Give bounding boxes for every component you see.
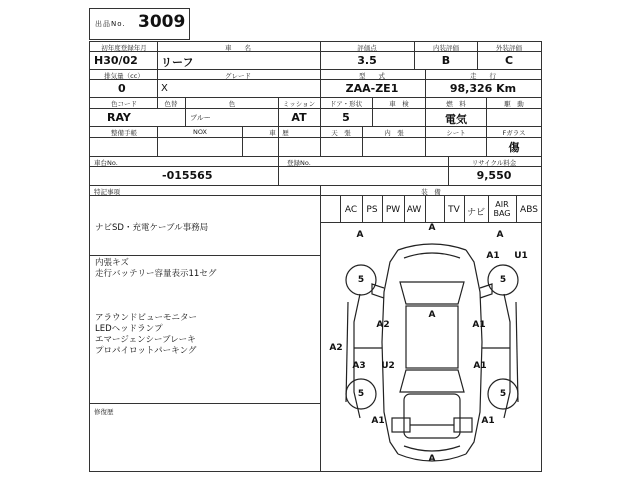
notes-label: 特記事項: [94, 188, 120, 196]
equip-ac: AC: [344, 205, 358, 215]
registration-number-label: 登録No.: [287, 159, 311, 167]
interior-trim-label: 内 張: [384, 129, 404, 137]
tire-front-left: 5: [357, 275, 365, 285]
drive-label: 駆 動: [504, 100, 524, 108]
damage-rear-left-a: A3: [352, 361, 366, 371]
exterior-grade-value: C: [504, 54, 514, 67]
damage-left-outer: A2: [329, 343, 343, 353]
damage-front-center: A: [428, 223, 436, 233]
grade-label: グレード: [225, 72, 251, 80]
repair-history-label: 修復歴: [94, 408, 114, 416]
doors-value: 5: [342, 111, 350, 124]
car-damage-diagram: [320, 222, 541, 471]
windshield-label: Fガラス: [502, 129, 526, 137]
recycle-fee-label: リサイクル料金: [471, 159, 517, 167]
score-label: 評価点: [357, 44, 377, 52]
note-line-3: 走行バッテリー容量表示11セグ: [95, 269, 217, 279]
grade-value: X: [161, 83, 168, 94]
score-value: 3.5: [357, 54, 377, 67]
equip-aw: AW: [406, 205, 422, 215]
seat-label: シート: [446, 129, 466, 137]
exterior-grade-label: 外装評価: [496, 44, 522, 52]
tire-front-right: 5: [499, 275, 507, 285]
equip-abs: ABS: [520, 205, 538, 215]
mission-value: AT: [291, 111, 307, 124]
damage-right-middle: A1: [472, 320, 486, 330]
equip-airbag: AIR BAG: [493, 200, 511, 218]
damage-rear-center: A: [428, 454, 436, 464]
first-registration-label: 初年度登録年月: [101, 44, 147, 52]
maintenance-record-label: 整備手帳: [111, 129, 137, 137]
damage-left-middle: A2: [376, 320, 390, 330]
color-label: 色: [228, 100, 236, 108]
frame-number-value: -015565: [162, 169, 213, 182]
note-line-2: 内張キズ: [95, 258, 129, 268]
doors-label: ドア・形状: [329, 100, 363, 108]
damage-bottom-left: A1: [371, 416, 385, 426]
mileage-value: 98,326 Km: [449, 82, 517, 95]
damage-bottom-right: A1: [481, 416, 495, 426]
nox-label: NOX: [192, 128, 208, 136]
inspection-label: 車 検: [389, 100, 409, 108]
interior-grade-label: 内装評価: [433, 44, 459, 52]
interior-grade-value: B: [441, 54, 451, 67]
damage-rear-left-u: U2: [381, 361, 395, 371]
note-line-1: ナビSD・充電ケーブル事務局: [95, 223, 209, 233]
model-value: ZAA-ZE1: [345, 82, 399, 95]
color-code-value: RAY: [107, 111, 131, 124]
tire-rear-left: 5: [357, 389, 365, 399]
note-line-4: アラウンドビューモニター: [95, 313, 198, 323]
displacement-label: 排気量（cc）: [104, 72, 144, 80]
headliner-label: 天 張: [331, 129, 351, 137]
vehicle-history-label: 車 歴: [269, 129, 289, 137]
note-line-5: LEDヘッドランプ: [95, 324, 163, 334]
damage-roof: A: [428, 310, 436, 320]
displacement-value: 0: [118, 82, 126, 95]
frame-number-label: 車台No.: [94, 159, 118, 167]
first-registration-value: H30/02: [94, 54, 138, 67]
color-change-label: 色替: [164, 100, 178, 108]
lot-number: 3009: [138, 12, 186, 32]
mileage-label: 走 行: [470, 72, 496, 80]
damage-front-right: A: [496, 230, 504, 240]
equip-tv: TV: [448, 205, 460, 215]
mission-label: ミッション: [282, 100, 316, 108]
damage-rear-right: A1: [473, 361, 487, 371]
damage-front-left: A: [356, 230, 364, 240]
color-value: ブルー: [190, 114, 211, 122]
windshield-value: 傷: [508, 141, 520, 154]
model-label: 型 式: [359, 72, 385, 80]
note-line-6: エマージェンシーブレーキ: [95, 335, 196, 345]
color-code-label: 色コード: [111, 100, 137, 108]
car-name-label: 車 名: [225, 44, 251, 52]
note-line-7: プロパイロットパーキング: [95, 346, 197, 356]
tire-rear-right: 5: [499, 389, 507, 399]
equip-navi: ナビ: [466, 208, 486, 218]
equipment-label: 装 備: [421, 188, 441, 196]
car-name-value: リーフ: [161, 56, 194, 69]
equip-pw: PW: [385, 205, 401, 215]
damage-right-front-u: U1: [514, 251, 528, 261]
equip-ps: PS: [366, 205, 378, 215]
recycle-fee-value: 9,550: [476, 169, 512, 182]
lot-number-label: 出品No.: [95, 20, 126, 28]
fuel-label: 燃 料: [446, 100, 466, 108]
damage-right-front-a: A1: [486, 251, 500, 261]
fuel-value: 電気: [445, 113, 467, 126]
